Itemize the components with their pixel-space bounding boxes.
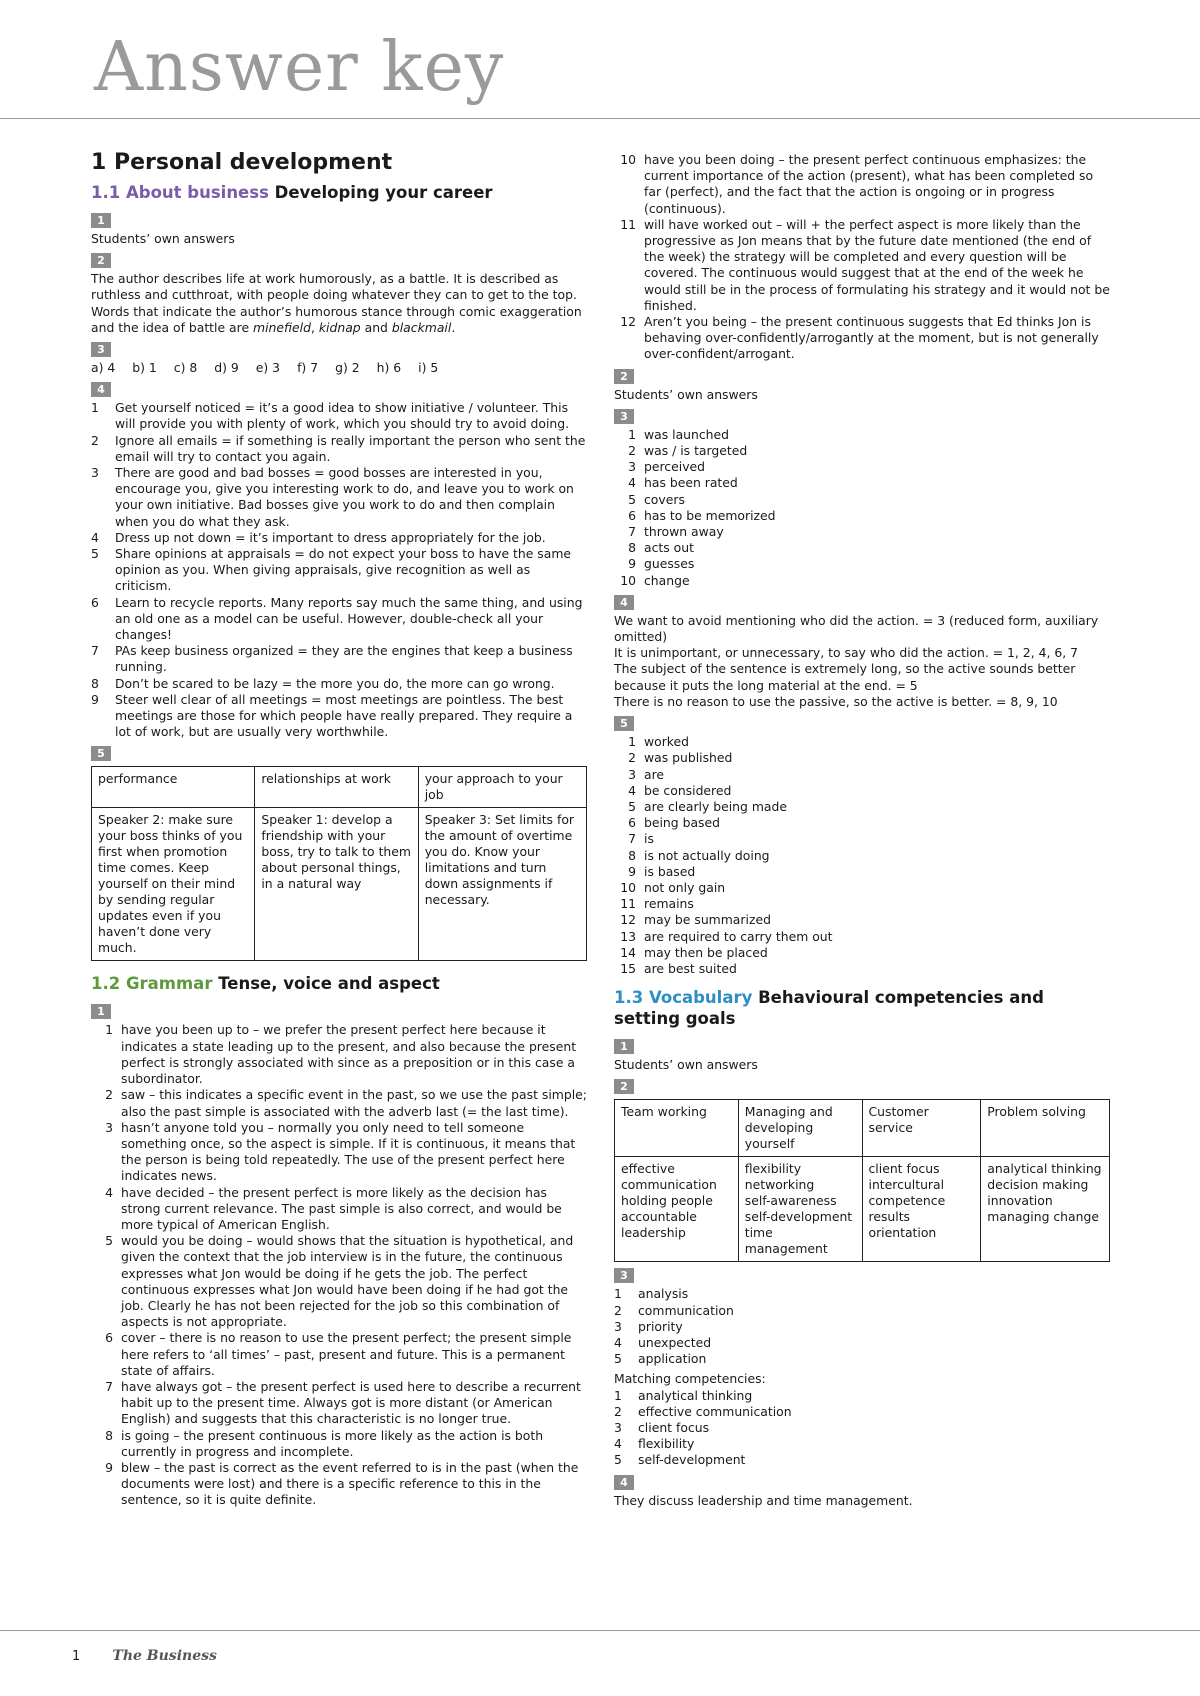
- table-header: Problem solving: [981, 1100, 1110, 1157]
- item-number: 6: [91, 594, 99, 610]
- exercise-number: 2: [614, 1079, 634, 1094]
- list-item: [614, 314, 1110, 363]
- exercise-number: 2: [614, 369, 634, 384]
- item-text: analytical thinking: [638, 1387, 753, 1403]
- section-kind: Vocabulary: [648, 988, 753, 1008]
- list-item: [614, 540, 1110, 556]
- item-text: are clearly being made: [644, 798, 787, 814]
- item-number: 9: [91, 691, 99, 707]
- table-cell: Speaker 1: develop a friendship with your boss, try to talk to them about personal things, in a natural way: [255, 808, 418, 961]
- numbered-list: [614, 427, 1110, 589]
- list-item: [614, 831, 1110, 847]
- answer-item: g) 2: [335, 360, 360, 376]
- list-item: [614, 508, 1110, 524]
- list-item: [614, 1335, 1110, 1351]
- competency-item: leadership: [621, 1225, 686, 1241]
- list-item: [614, 1452, 1110, 1468]
- table-cell: [738, 1157, 862, 1262]
- answer-line: It is unimportant, or unnecessary, to say who did the action. = 1, 2, 4, 6, 7: [614, 645, 1078, 661]
- item-number: 2: [105, 1087, 113, 1103]
- list-item: [91, 433, 587, 465]
- list-item: [91, 1233, 587, 1330]
- item-number: 8: [628, 540, 636, 556]
- matching-heading: Matching competencies:: [614, 1371, 766, 1387]
- item-number: 4: [91, 529, 99, 545]
- section-kind: About business: [125, 183, 269, 202]
- item-number: 1: [614, 1286, 622, 1302]
- list-item: [614, 1388, 1110, 1404]
- table-header: your approach to your job: [418, 767, 586, 808]
- item-text: hasn’t anyone told you – normally you only need to tell someone something once, so the aspect is simple. If it is continuous, it means that the person is being told repeatedly. The use of the present perfect here indicates news.: [121, 1119, 576, 1184]
- list-item: [614, 734, 1110, 750]
- item-number: 3: [105, 1119, 113, 1135]
- answer-line: The subject of the sentence is extremely long, so the active sounds better because it puts the long material at the end. = 5: [614, 661, 1076, 693]
- answer-item: h) 6: [376, 360, 402, 376]
- list-item: [614, 573, 1110, 589]
- list-item: [614, 1286, 1110, 1302]
- page-title: Answer key: [94, 28, 505, 107]
- item-number: 10: [620, 152, 636, 167]
- table-cell: [981, 1157, 1110, 1262]
- item-text: unexpected: [638, 1334, 712, 1350]
- list-item: [91, 465, 587, 530]
- list-item: [91, 1185, 587, 1234]
- item-text: effective communication: [638, 1403, 792, 1419]
- exercise-number: 3: [614, 409, 634, 424]
- exercise-number: 1: [91, 1004, 111, 1019]
- list-item: [91, 1330, 587, 1379]
- item-text: Don’t be scared to be lazy = the more you do, the more can go wrong.: [115, 675, 555, 691]
- item-number: 4: [628, 782, 636, 798]
- competency-item: holding people accountable: [621, 1193, 713, 1225]
- item-number: 5: [614, 1452, 622, 1468]
- item-number: 10: [620, 572, 636, 588]
- exercise-number: 4: [91, 382, 111, 397]
- table-header: Managing and developing yourself: [738, 1100, 862, 1157]
- competency-item: decision making: [987, 1177, 1089, 1193]
- footer: [72, 1648, 217, 1664]
- unit-title: 1 Personal development: [91, 150, 393, 175]
- list-item: [614, 1351, 1110, 1367]
- speaker-table: [91, 766, 587, 961]
- item-number: 9: [628, 556, 636, 572]
- item-number: 4: [105, 1184, 113, 1200]
- item-number: 3: [614, 1318, 622, 1334]
- competency-item: networking: [744, 1177, 815, 1193]
- item-number: 6: [628, 815, 636, 831]
- answer-item: f) 7: [297, 360, 319, 376]
- list-item: [614, 152, 1110, 217]
- exercise-number: 2: [91, 253, 111, 268]
- item-number: 7: [628, 524, 636, 540]
- item-text: flexibility: [638, 1436, 695, 1452]
- table-cell: [615, 1157, 739, 1262]
- item-number: 2: [91, 432, 99, 448]
- section-topic: Behavioural competencies and setting goals: [614, 988, 1044, 1029]
- item-number: 6: [628, 507, 636, 523]
- left-column: [91, 150, 587, 1509]
- page-number: 1: [72, 1649, 81, 1664]
- list-item: [614, 217, 1110, 314]
- item-number: 11: [620, 896, 636, 912]
- list-item: [91, 1379, 587, 1428]
- list-item: [614, 912, 1110, 928]
- item-number: 9: [105, 1459, 113, 1475]
- item-number: 5: [628, 491, 636, 507]
- item-text: have always got – the present perfect is used here to describe a recurrent habit up to the present time. Always got is more distant (or American English) and suggests that this characteristic is no longer true.: [121, 1378, 581, 1427]
- table-header: Customer service: [862, 1100, 981, 1157]
- list-item: [614, 1436, 1110, 1452]
- numbered-list: [614, 734, 1110, 977]
- item-text: saw – this indicates a specific event in the past, so we use the past simple; also the past simple is associated with the adverb last (= the last time).: [121, 1087, 587, 1119]
- section-topic: Developing your career: [274, 183, 493, 202]
- item-number: 3: [91, 465, 99, 481]
- competency-item: results orientation: [868, 1209, 937, 1241]
- table-header: Team working: [615, 1100, 739, 1157]
- item-text: be considered: [644, 782, 732, 798]
- item-text: was / is targeted: [644, 443, 748, 459]
- section-number: 1.3: [614, 988, 644, 1008]
- item-text: not only gain: [644, 879, 726, 895]
- item-text: There are good and bad bosses = good bosses are interested in you, encourage you, give you interesting work to do, and leave you to work on your own initiative. Bad bosses give you work to do and then complain when you do what they ask.: [115, 465, 574, 529]
- item-number: 5: [614, 1351, 622, 1367]
- item-text: worked: [644, 734, 690, 750]
- list-item: [614, 815, 1110, 831]
- item-number: 8: [628, 847, 636, 863]
- item-number: 2: [628, 443, 636, 459]
- competency-item: flexibility: [744, 1161, 802, 1177]
- item-text: has been rated: [644, 475, 738, 491]
- list-item: [91, 1087, 587, 1119]
- publisher-logo: The Business: [112, 1648, 217, 1664]
- item-number: 5: [91, 546, 99, 562]
- item-text: are: [644, 766, 665, 782]
- item-text: Get yourself noticed = it’s a good idea to show initiative / volunteer. This will provide you with plenty of work, which you should try to avoid doing.: [115, 400, 570, 432]
- item-number: 4: [628, 475, 636, 491]
- item-number: 1: [105, 1022, 113, 1038]
- list-item: [614, 492, 1110, 508]
- item-text: is going – the present continuous is more likely as the action is both currently in progress and incomplete.: [121, 1427, 544, 1459]
- item-text: Aren’t you being – the present continuous suggests that Ed thinks Jon is behaving over-confidently/arrogantly at the moment, but is not generally over-confident/arrogant.: [644, 314, 1099, 362]
- item-text: is not actually doing: [644, 847, 770, 863]
- item-number: 3: [628, 459, 636, 475]
- table-cell: Speaker 3: Set limits for the amount of overtime you do. Know your limitations and turn down assignments if necessary.: [418, 808, 586, 961]
- list-item: [614, 880, 1110, 896]
- item-number: 12: [620, 314, 636, 330]
- item-text: Steer well clear of all meetings = most meetings are pointless. The best meetings are those for which people have really prepared. They require a lot of work, but are usually very worthwhile.: [115, 691, 573, 740]
- exercise-answer: Students’ own answers: [91, 231, 235, 246]
- numbered-list: [614, 152, 1110, 363]
- item-text: analysis: [638, 1286, 689, 1302]
- answer-item: c) 8: [173, 360, 198, 376]
- item-text: have decided – the present perfect is more likely as the decision has strong current relevance. The past simple is also correct, and would be more typical of American English.: [121, 1184, 562, 1232]
- item-number: 1: [628, 426, 636, 442]
- list-item: [614, 961, 1110, 977]
- item-number: 2: [614, 1403, 622, 1419]
- item-number: 12: [620, 912, 636, 928]
- item-number: 1: [91, 400, 99, 416]
- list-item: [614, 1303, 1110, 1319]
- item-text: blew – the past is correct as the event referred to is in the past (when the documents were lost) and there is a specific reference to this in the sentence, so it is quite definite.: [121, 1459, 579, 1508]
- item-text: is based: [644, 863, 696, 879]
- list-item: [614, 427, 1110, 443]
- item-text: are required to carry them out: [644, 928, 833, 944]
- answer-item: e) 3: [255, 360, 281, 376]
- list-item: [614, 929, 1110, 945]
- list-item: [91, 692, 587, 741]
- answer-line: We want to avoid mentioning who did the action. = 3 (reduced form, auxiliary omitted): [614, 612, 1099, 645]
- item-text: covers: [644, 491, 685, 507]
- exercise-number: 4: [614, 1475, 634, 1490]
- footer-divider: [0, 1630, 1200, 1631]
- competency-item: effective communication: [621, 1161, 717, 1193]
- item-text: remains: [644, 896, 694, 912]
- item-number: 2: [628, 750, 636, 766]
- item-text: being based: [644, 815, 720, 831]
- exercise-number: 5: [614, 716, 634, 731]
- item-number: 2: [614, 1302, 622, 1318]
- section-topic: Tense, voice and aspect: [218, 974, 440, 994]
- item-text: would you be doing – would shows that the situation is hypothetical, and given the context that the job interview is in the future, the continuous expresses what Jon would be doing if he gets the job. The perfect continuous expresses what Jon would have been doing if he had got the job. Clearly he has not been rejected for the job so this combination of aspects is not appropriate.: [121, 1233, 574, 1330]
- item-number: 8: [105, 1427, 113, 1443]
- list-item: [614, 524, 1110, 540]
- item-text: have you been up to – we prefer the present perfect here because it indicates a state leading up to the present, and also because the present perfect is strongly associated with since as a preposition or in this case a subordinator.: [121, 1022, 577, 1087]
- item-number: 5: [628, 798, 636, 814]
- table-header: relationships at work: [255, 767, 418, 808]
- answer-item: b) 1: [132, 360, 157, 376]
- exercise-number: 3: [91, 342, 111, 357]
- exercise-number: 4: [614, 595, 634, 610]
- list-item: [614, 750, 1110, 766]
- table-cell: Speaker 2: make sure your boss thinks of you first when promotion time comes. Keep yourself on their mind by sending regular updates even if you haven’t done very much.: [92, 808, 255, 961]
- item-number: 3: [628, 766, 636, 782]
- item-number: 7: [628, 831, 636, 847]
- list-item: [91, 400, 587, 432]
- matching-answers: [91, 360, 587, 376]
- exercise-answer: Students’ own answers: [614, 386, 758, 402]
- exercise-answer: They discuss leadership and time management.: [614, 1492, 913, 1508]
- item-text: Ignore all emails = if something is really important the person who sent the email will try to contact you again.: [115, 432, 586, 464]
- exercise-number: 5: [91, 746, 111, 761]
- list-item: [614, 556, 1110, 572]
- exercise-answer: The author describes life at work humorously, as a battle. It is described as ruthless and cutthroat, with people doing whatever they can to get to the top.: [91, 271, 577, 303]
- list-item: [614, 459, 1110, 475]
- list-item: [614, 799, 1110, 815]
- item-text: self-development: [638, 1452, 746, 1468]
- item-number: 1: [614, 1387, 622, 1403]
- list-item: [614, 475, 1110, 491]
- exercise-answer: Words that indicate the author’s humorous stance through comic exaggeration and the idea of battle are minefield, kidnap and blackmail.: [91, 303, 582, 335]
- right-column: [614, 152, 1110, 1509]
- item-text: Share opinions at appraisals = do not expect your boss to have the same opinion as you. When giving appraisals, give recognition as well as criticism.: [115, 546, 572, 594]
- item-text: application: [638, 1351, 707, 1367]
- item-text: PAs keep business organized = they are the engines that keep a business running.: [115, 643, 573, 675]
- answer-item: d) 9: [214, 360, 239, 376]
- item-text: is: [644, 831, 654, 847]
- list-item: [91, 546, 587, 595]
- item-text: was launched: [644, 426, 730, 442]
- answer-line: There is no reason to use the passive, so the active is better. = 8, 9, 10: [614, 693, 1058, 709]
- list-item: [91, 1428, 587, 1460]
- competency-item: innovation: [987, 1193, 1053, 1209]
- exercise-number: 1: [91, 213, 111, 228]
- item-text: was published: [644, 750, 733, 766]
- list-item: [614, 896, 1110, 912]
- competency-item: analytical thinking: [987, 1161, 1102, 1177]
- table-cell: [862, 1157, 981, 1262]
- section-number: 1.1: [91, 183, 121, 202]
- item-text: cover – there is no reason to use the present perfect; the present simple here refers to ‘all times’ – past, present and future. This is a permanent state of affairs.: [121, 1330, 572, 1378]
- list-item: [91, 1120, 587, 1185]
- item-text: guesses: [644, 556, 695, 572]
- answer-lines: [614, 613, 1110, 710]
- item-number: 4: [614, 1334, 622, 1350]
- item-text: have you been doing – the present perfect continuous emphasizes: the current importance of the action (present), what has been completed so far (perfect), and the fact that the action is ongoing or in progress (continuous).: [644, 152, 1094, 216]
- numbered-list: [614, 1388, 1110, 1469]
- item-text: are best suited: [644, 960, 737, 976]
- list-item: [91, 1460, 587, 1509]
- item-number: 3: [614, 1419, 622, 1435]
- item-text: may be summarized: [644, 912, 771, 928]
- list-item: [91, 595, 587, 644]
- item-text: priority: [638, 1318, 683, 1334]
- item-number: 6: [105, 1330, 113, 1346]
- item-text: perceived: [644, 459, 706, 475]
- list-item: [614, 1420, 1110, 1436]
- list-item: [91, 676, 587, 692]
- list-item: [614, 848, 1110, 864]
- item-number: 5: [105, 1233, 113, 1249]
- item-text: will have worked out – will + the perfect aspect is more likely than the progressive as Jon means that by the future date mentioned (the end of the week) the strategy will be completed and every question will be covered. The continuous would suggest that at the end of the week he would still be in the process of formulating his strategy and it would not be finished.: [644, 216, 1110, 313]
- item-number: 11: [620, 216, 636, 232]
- exercise-number: 1: [614, 1039, 634, 1054]
- item-number: 7: [91, 643, 99, 659]
- numbered-list: [91, 400, 587, 740]
- competency-item: intercultural competence: [868, 1177, 946, 1209]
- section-number: 1.2: [91, 974, 121, 994]
- competency-item: time management: [744, 1225, 828, 1257]
- numbered-list: [614, 1286, 1110, 1367]
- list-item: [91, 643, 587, 675]
- numbered-list: [91, 1022, 587, 1508]
- list-item: [91, 1022, 587, 1087]
- list-item: [614, 783, 1110, 799]
- list-item: [614, 443, 1110, 459]
- section-1-1-title: [91, 182, 587, 203]
- section-1-2-title: [91, 973, 587, 994]
- list-item: [614, 1319, 1110, 1335]
- competency-item: managing change: [987, 1209, 1099, 1225]
- item-text: thrown away: [644, 524, 724, 540]
- item-number: 1: [628, 734, 636, 750]
- item-text: Learn to recycle reports. Many reports say much the same thing, and using an old one as a model can be useful. However, double-check all your changes!: [115, 594, 583, 643]
- exercise-number: 3: [614, 1268, 634, 1283]
- item-number: 10: [620, 879, 636, 895]
- answer-item: i) 5: [418, 360, 439, 376]
- item-text: client focus: [638, 1419, 710, 1435]
- header-divider: [0, 118, 1200, 119]
- item-text: has to be memorized: [644, 507, 776, 523]
- list-item: [91, 530, 587, 546]
- item-number: 9: [628, 863, 636, 879]
- item-number: 14: [620, 944, 636, 960]
- exercise-answer: Students’ own answers: [614, 1057, 758, 1073]
- item-text: change: [644, 572, 690, 588]
- competency-item: self-development: [744, 1209, 853, 1225]
- table-header: performance: [92, 767, 255, 808]
- list-item: [614, 767, 1110, 783]
- item-number: 15: [620, 960, 636, 976]
- list-item: [614, 945, 1110, 961]
- item-number: 13: [620, 928, 636, 944]
- competency-item: self-awareness: [744, 1193, 837, 1209]
- item-text: acts out: [644, 540, 694, 556]
- list-item: [614, 864, 1110, 880]
- section-1-3-title: [614, 987, 1110, 1029]
- competency-item: client focus: [868, 1161, 940, 1177]
- item-text: communication: [638, 1302, 734, 1318]
- item-text: Dress up not down = it’s important to dress appropriately for the job.: [115, 529, 546, 545]
- item-text: may then be placed: [644, 944, 768, 960]
- item-number: 7: [105, 1378, 113, 1394]
- answer-item: a) 4: [91, 360, 116, 376]
- competencies-table: [614, 1099, 1110, 1262]
- item-number: 8: [91, 675, 99, 691]
- list-item: [614, 1404, 1110, 1420]
- section-kind: Grammar: [125, 974, 213, 994]
- item-number: 4: [614, 1436, 622, 1452]
